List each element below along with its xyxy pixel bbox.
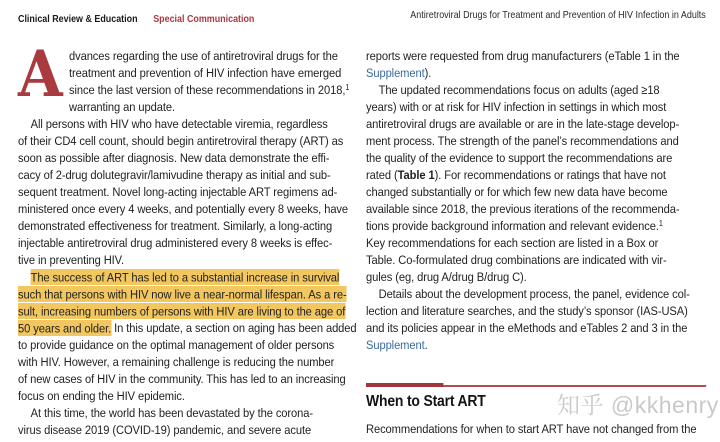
text-line [366, 116, 706, 133]
text-line [366, 201, 706, 218]
text-segment: soon as possible after diagnosis. New data demonstrate the effi- [18, 151, 330, 165]
text-line [18, 235, 355, 252]
highlighted-text: sult, increasing numbers of persons with HIV are living to the age of [18, 304, 346, 318]
paragraph [18, 405, 355, 439]
text-segment: Table. Co-formulated drug combinations are indicated with vir- [366, 253, 667, 267]
text-line [366, 286, 706, 303]
supplement-link[interactable]: Supplement [366, 66, 425, 80]
text-segment: focus on ending the HIV epidemic. [18, 389, 185, 403]
text-segment: . [424, 338, 428, 352]
text-segment: available since 2018, the previous iterations of the recommenda- [366, 202, 680, 216]
highlighted-text: such that persons with HIV now live a near-normal lifespan. As a re- [18, 287, 347, 301]
text-segment: virus disease 2019 (COVID-19) pandemic, and severe acute [18, 423, 312, 437]
text-line [18, 184, 355, 201]
text-line [18, 422, 355, 439]
text-line [366, 184, 706, 201]
paragraph [366, 286, 706, 354]
text-segment: warranting an update. [68, 100, 175, 114]
reference-superscript: 1 [658, 219, 663, 228]
text-segment: changed substantially or for which few new data have become [366, 185, 668, 199]
text-line [366, 269, 706, 286]
text-segment: cacy of 2-drug dolutegravir/lamivudine therapy as initial and sub- [18, 168, 331, 182]
text-line [18, 133, 355, 150]
text-segment: and its policies appear in the eMethods and eTables 2 and 3 in the [366, 321, 688, 335]
text-line [18, 82, 355, 99]
paragraph [18, 37, 355, 116]
text-line [366, 235, 706, 252]
text-segment: rated ( [366, 168, 398, 182]
text-segment: tive in preventing HIV. [18, 253, 125, 267]
text-line [366, 65, 706, 82]
text-segment: At this time, the world has been devastated by the corona- [30, 406, 314, 420]
text-segment: tions provide background information and relevant evidence. [366, 219, 659, 233]
text-line [366, 82, 706, 99]
text-line [18, 286, 355, 303]
text-line [366, 99, 706, 116]
paragraph [366, 82, 706, 286]
text-segment: All persons with HIV who have detectable viremia, regardless [30, 117, 328, 131]
text-line [366, 48, 706, 65]
supplement-link[interactable]: Supplement [366, 338, 425, 352]
text-line [18, 337, 355, 354]
text-segment: gules (eg, drug A/drug B/drug C). [366, 270, 527, 284]
highlighted-text: 50 years and older. [18, 321, 112, 335]
text-line [18, 99, 355, 116]
text-line [18, 405, 355, 422]
paragraph [18, 116, 355, 269]
text-segment: ). For recommendations or ratings that have not [434, 168, 666, 182]
text-segment: injectable antiretroviral drug administered every 8 weeks is effec- [18, 236, 333, 250]
text-line [366, 252, 706, 269]
section-heading: When to Start ART [366, 393, 486, 410]
text-line [366, 303, 706, 320]
text-segment: of their CD4 cell count, should begin antiretroviral therapy (ART) as [18, 134, 344, 148]
text-segment: since the last version of these recommendations in 2018, [68, 83, 346, 97]
text-segment: Details about the development process, the panel, evidence col- [378, 287, 690, 301]
section-rule-thick [366, 383, 443, 387]
text-line [18, 269, 355, 286]
header-left-group [18, 9, 254, 27]
text-line [366, 218, 706, 235]
text-segment: The updated recommendations focus on adults (aged ≥18 [378, 83, 660, 97]
text-line [18, 303, 355, 320]
running-title: Antiretroviral Drugs for Treatment and Prevention of HIV Infection in Adults [410, 10, 706, 21]
paragraph [366, 48, 706, 82]
text-line [18, 218, 355, 235]
text-line [18, 150, 355, 167]
text-segment: ). [424, 66, 432, 80]
text-line [18, 167, 355, 184]
highlighted-text: The success of ART has led to a substantial increase in survival [30, 270, 340, 284]
text-segment: reports were requested from drug manufacturers (eTable 1 in the [366, 49, 680, 63]
text-segment: sequent treatment. Novel long-acting injectable ART regimens ad- [18, 185, 338, 199]
section-rule [366, 383, 706, 387]
text-segment: the quality of the evidence to support the recommendations are [366, 151, 673, 165]
journal-section-label: Clinical Review & Education [18, 13, 138, 25]
text-segment: lection and literature searches, and the study’s sponsor (IAS-USA) [366, 304, 688, 318]
text-line [18, 371, 355, 388]
bold-reference: Table 1 [397, 168, 435, 182]
text-segment: dvances regarding the use of antiretroviral drugs for the [68, 49, 338, 63]
text-segment: ment process. The strength of the panel’s recommendations and [366, 134, 679, 148]
text-line [18, 388, 355, 405]
text-line [366, 167, 706, 184]
text-segment: In this update, a section on aging has been added [111, 321, 357, 335]
text-line: Recommendations for when to start ART have not changed from the [366, 422, 697, 436]
text-line [366, 320, 706, 337]
left-column [18, 37, 357, 439]
text-segment: antiretroviral drugs are available or are in the late-stage develop- [366, 117, 680, 131]
text-segment: to provide guidance on the optimal management of older persons [18, 338, 335, 352]
text-line [366, 133, 706, 150]
text-segment: years) with or at risk for HIV infection in settings in which most [366, 100, 667, 114]
text-segment: Key recommendations for each section are listed in a Box or [366, 236, 659, 250]
watermark: 知乎 @kkhenry [557, 392, 719, 418]
text-segment: ministered once every 4 weeks, and potentially every 8 weeks, have [18, 202, 349, 216]
text-line [18, 201, 355, 218]
reference-superscript: 1 [345, 83, 350, 92]
text-segment: treatment and prevention of HIV infection have emerged [68, 66, 342, 80]
text-segment: demonstrated effectiveness for treatment. Similarly, a long-acting [18, 219, 333, 233]
text-line [18, 116, 355, 133]
article-type-label: Special Communication [153, 13, 255, 25]
text-line [366, 337, 706, 354]
page-header [18, 9, 706, 25]
text-line [18, 320, 355, 337]
text-line [18, 48, 355, 65]
text-line [366, 150, 706, 167]
right-column [366, 48, 706, 438]
text-line [18, 354, 355, 371]
paragraph [18, 269, 355, 405]
text-line [18, 252, 355, 269]
drop-cap: A [18, 37, 63, 112]
text-line [18, 65, 355, 82]
text-segment: of new cases of HIV in the community. This has led to an increasing [18, 372, 346, 386]
text-segment: with HIV. However, a remaining challenge is reducing the number [18, 355, 335, 369]
